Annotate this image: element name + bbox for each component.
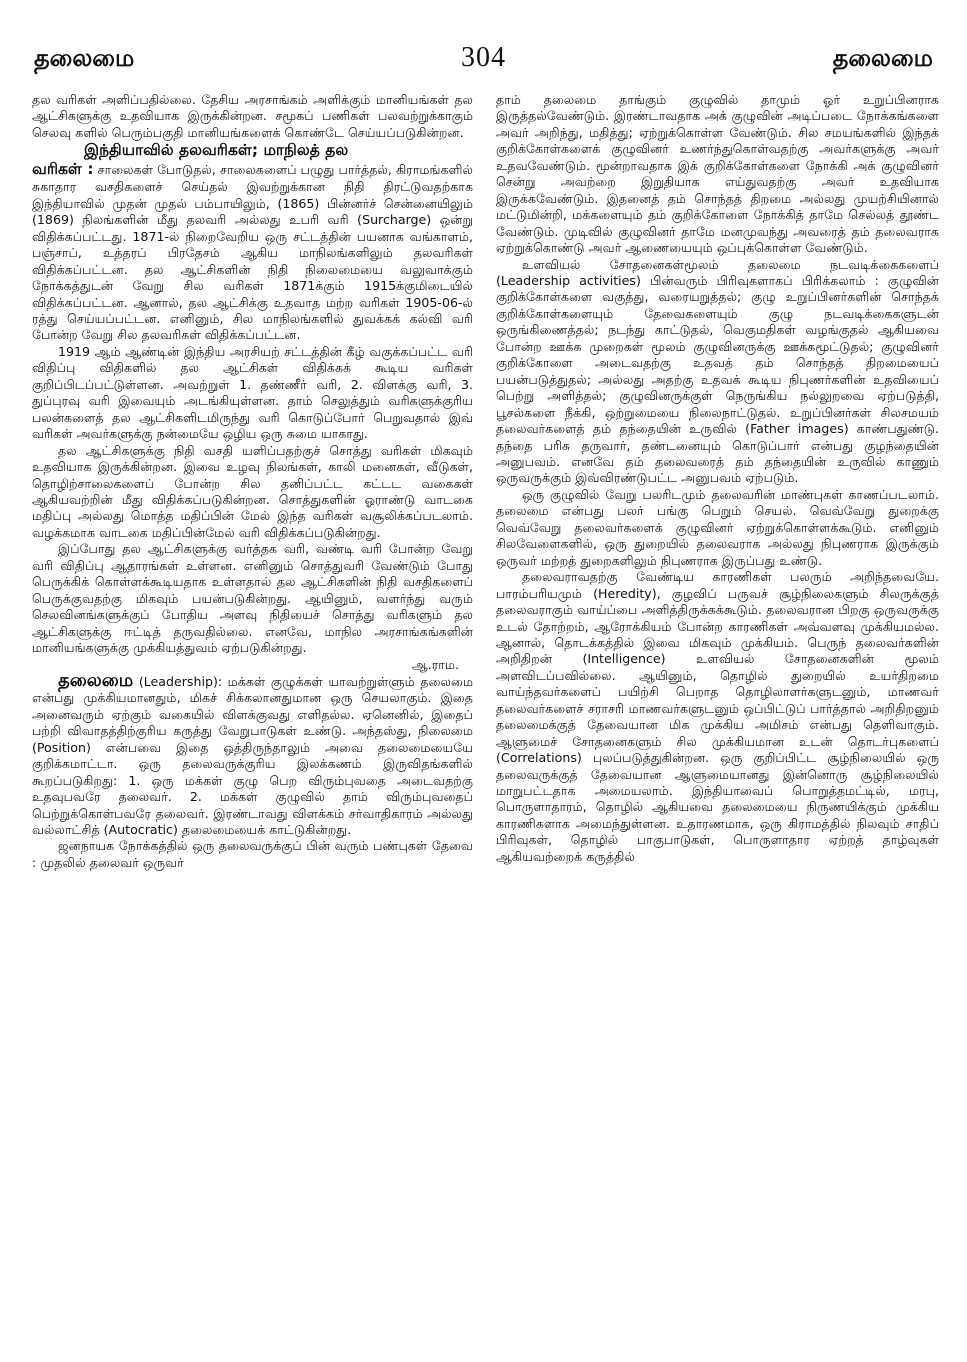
entry-title: தலைமை [58, 669, 134, 691]
author-initials: ஆ.ராம. [411, 656, 459, 672]
paragraph: தலைவராவதற்கு வேண்டிய காரணிகள் பலரும் அறிந்தவையே. பாரம்பரியமும் (Heredity), குழவிப் பருவச் சூழ்நிலைகளும் சிலருக்குத் தலைவராகும் வாய்ப்பை அளித்திருக்கக்கூடும். தலைவரான பிறகு ஒருவருக்கு உடல் தோற்றம், ஆரோக்கியம் போன்ற காரணிகள் அவ்வளவு முக்கியமல்ல. ஆனால், தொடக்கத்தில் இவை மிகவும் முக்கியம். பெருந் தலைவர்களின் அறிதிறன் (Intelligence) உளவியல் சோதனைகளின் மூலம் அளவிடப்பவில்லை. ஆயினும், தொழில் துறையில் உயர்திறமை வாய்ந்தவர்களைப் பயிற்சி பெறாத தொழிலாளர்களுடனும், மாணவர் தலைவர்களைச் சராசரி மாணவர்களுடனும் ஒப்பிட்டுப் பார்த்தால் அறிதிறனும் தலைமைக்குத் தேவையான மிக முக்கிய அமிசம் என்பது தெளிவாகும். ஆளுமைச் சோதனைகளும் சில முக்கியமான உடன் தொடர்புகளைப் (Correlations) புலப்படுத்துகின்றன. ஒரு குறிப்பிட்ட சூழ்நிலையில் ஒரு தலைவருக்குத் தேவையான ஆளுமையானது இன்னொரு சூழ்நிலையில் மாறுபட்டதாக அமையலாம். இந்தியாவைப் பொறுத்தமட்டில், மரபு, பொருளாதாரம், தொழில் ஆகியவை தலைமையை நிருணயிக்கும் முக்கிய காரணிகளாக அமைந்துள்ளன. உதாரணமாக, ஒரு கிராமத்தில் நிலவும் சாதிப் பிரிவுகள், தொழில் பாகுபாடுகள், பொருளாதார ஏற்றத் தாழ்வுகள் ஆகியவற்றைக் கருத்தில் [496, 569, 939, 864]
page-number: 304 [461, 42, 506, 73]
section-heading: இந்தியாவில் தலவரிகள்; மாநிலத் தல [84, 141, 349, 160]
paragraph: 1919 ஆம் ஆண்டின் இந்திய அரசியற் சட்டத்தின் கீழ் வகுக்கப்பட்ட வரி விதிப்பு விதிகளில் தல ஆட்சிகள் விதிக்கக் கூடிய வரிகள் குறிப்பிடப்பட்டுள்ளன. அவற்றுள் 1. தண்ணீர் வரி, 2. விளக்கு வரி, 3. துப்புரவு வரி இவையும் அடங்கியுள்ளன. தாம் செலுத்தும் வரிகளுக்குரிய பலன்களைத் தல ஆட்சிகளிடமிருந்து வரி கொடுப்போர் பெறுவதால் இவ் வரிகள் அவர்களுக்கு நன்மையே ஒழிய ஒரு சுமை யாகாது. [32, 343, 473, 442]
paragraph: தல ஆட்சிகளுக்கு நிதி வசதி யளிப்பதற்குச் சொத்து வரிகள் மிகவும் உதவியாக இருக்கின்றன. இவை உழவு நிலங்கள், காலி மனைகள், வீடுகள், தொழிற்சாலைகளைப் போன்ற சில தனிப்பட்ட கட்டட வகைகள் ஆகியவற்றின் மீது விதிக்கப்படுகின்றன. சொத்துகளின் ஓராண்டு வாடகை மதிப்பு அல்லது மொத்த மதிப்பின் மேல் இந்த வரிகள் வசூலிக்கப்படலாம். வழக்கமாக வாடகை மதிப்பின்மேல் வரி விதிக்கப்படுகின்றது. [32, 442, 473, 540]
paragraph: ஜனநாயக நோக்கத்தில் ஒரு தலைவருக்குப் பின் வரும் பண்புகள் தேவை : முதலில் தலைவர் ஒருவர் [32, 838, 473, 870]
paragraph: இப்போது தல ஆட்சிகளுக்கு வர்த்தக வரி, வண்டி வரி போன்ற வேறு வரி விதிப்பு ஆதாரங்கள் உள்ளன. எனினும் சொத்துவரி வேண்டும் போது பெருக்கிக் கொள்ளக்கூடியதாக உள்ளதால் தல ஆட்சிகளின் நிதி வசதிகளைப் பெருக்குவதற்கு மிகவும் பயன்படுகின்றது. ஆயினும், வளர்ந்து வரும் செலவினங்களுக்குப் போதிய அளவு நிதியைச் சொத்து வரிகளும் தல ஆட்சிகளுக்கு ஈட்டித் தருவதில்லை. எனவே, மாநில அரசாங்கங்களின் மானியங்களுக்கு முக்கியத்துவம் ஏற்படுகின்றது. [32, 541, 473, 656]
paragraph: தல வரிகள் அளிப்பதில்லை. தேசிய அரசாங்கம் அளிக்கும் மானியங்கள் தல ஆட்சிகளுக்கு உதவியாக இருக்கின்றன. சமூகப் பணிகள் பலவற்றுக்காகும் செலவு களில் பெரும்பகுதி மானியங்களைக் கொண்டே செய்யப்படுகின்றன. [32, 92, 473, 140]
paragraph: உளவியல் சோதனைகள்மூலம் தலைமை நடவடிக்கைகளைப் (Leadership activities) பின்வரும் பிரிவுகளாகப் பிரிக்கலாம் : குழுவின் குறிக்கோள்களை வகுத்து, வரையறுத்தல்; குழு உறுப்பினர்களின் சொந்தக் குறிக்கோள்களையும் தேவைகளையும் குழு நடவடிக்கைகளுடன் ஒருங்கிணைத்தல்; நடந்து காட்டுதல், வெகுமதிகள் வழங்குதல் ஆகியவை போன்ற ஊக்க முறைகள் மூலம் குழுவினருக்கு ஊக்கமூட்டுதல்; குழுவினர் குறிக்கோளை அடைவதற்கு உதவத் தம் சொந்தத் திறமையைப் பயன்படுத்துதல்; அல்லது அதற்கு உதவக் கூடிய நிபுணர்களின் உதவியைப் பெற்று அளித்தல்; குழுவினருக்குள் நெருங்கிய நல்லுறவை ஏற்படுத்தி, பூசல்களை நீக்கி, ஒற்றுமையை நிலைநாட்டுதல். உறுப்பினர்கள் சிலசமயம் தலைவர்களைத் தம் தந்தையின் உருவில் (Father images) காண்பதுண்டு. தந்தை பரிசு தருவார், தண்டனையும் கொடுப்பார் என்பது குழந்தையின் அனுபவம். எனவே தம் தலைவரைத் தம் தந்தையின் உருவில் காணும் ஒருவருக்கும் இவ்விரண்டுபட்ட அனுபவம் ஏற்படும். [496, 256, 939, 486]
paragraph: தாம் தலைமை தாங்கும் குழுவில் தாமும் ஓர் உறுப்பினராக இருத்தல்வேண்டும். இரண்டாவதாக அக் குழுவின் அடிப்படை நோக்கங்களை அவர் அறிந்து, மதித்து; ஏற்றுக்கொள்ள வேண்டும். சில சமயங்களில் இந்தக் குறிக்கோள்களைக் குழுவினர் உணர்ந்துகொள்வதற்கு அவர்களுக்கு அவர் உதவவேண்டும். மூன்றாவதாக இக் குறிக்கோள்களை நோக்கி அக் குழுவினர் சென்று அவற்றை இறுதியாக எய்துவதற்கு அவர் உதவியாக இருக்கவேண்டும். இதனைத் தம் சொந்தத் திறமை அல்லது முயற்சியினால் மட்டுமின்றி, மக்களையும் தம் குறிக்கோளை நோக்கித் தாமே செல்லத் தூண்ட வேண்டும். முடிவில் குழுவினர் தாமே மனமுவந்து அவரைத் தம் தலைவராக ஏற்றுக்கொண்டு அவர் ஆணையையும் ஒப்புக்கொள்ள வேண்டும். [496, 92, 939, 256]
right-column [496, 92, 939, 1354]
paragraph: ஒரு குழுவில் வேறு பலரிடமும் தலைவரின் மாண்புகள் காணப்படலாம். தலைமை என்பது பலர் பங்கு பெறும் செயல். வெவ்வேறு துறைக்கு வெவ்வேறு தலைவர்களைக் குழுவினர் ஏற்றுக்கொள்ளக்கூடும். எனினும் சிலவேளைகளில், ஒரு துறையில் தலைவராக அல்லது நிபுணராக இருக்கும் ஒருவர் மற்றத் துறைகளிலும் நிபுணராக இருப்பது உண்டு. [496, 486, 939, 568]
page-header [0, 40, 967, 80]
left-column [32, 92, 473, 1354]
running-head-right: தலைமை [832, 44, 933, 72]
paragraph-text: சாலைகள் போடுதல், சாலைகளைப் பழுது பார்த்தல், கிராமங்களில் சுகாதார வசதிகளைச் செய்தல் இவற்றுக்கான நிதி திரட்டுவதற்காக இந்தியாவில் முதன் முதல் பம்பாயிலும், (1865) பின்னர்ச் சென்னையிலும் (1869) நிலங்களின் மீது தலவரி அல்லது உபரி வரி (Surcharge) ஒன்று விதிக்கப்பட்டது. 1871-ல் நிறைவேறிய ஒரு சட்டத்தின் பயனாக வங்காளம், பஞ்சாப், உத்தரப் பிரதேசம் ஆகிய மாநிலங்களிலும் தலவரிகள் விதிக்கப்பட்டன. தல ஆட்சிகளின் நிதி நிலைமையை வலுவாக்கும் நோக்கத்துடன் வேறு சில வரிகள் 1871க்கும் 1915க்குமிடையில் விதிக்கப்பட்டன. ஆனால், தல ஆட்சிக்கு உதவாத மற்ற வரிகள் 1905-06-ல் ரத்து செய்யப்பட்டன. எனினும், சில மாநிலங்களில் துவக்கக் கல்வி வரி போன்ற வேறு சில தலவரிகள் விதிக்கப்பட்டன. [32, 162, 473, 343]
running-head-left: தலைமை [34, 44, 135, 72]
paragraph [32, 160, 473, 344]
section-heading-continued: வரிகள் : [32, 160, 94, 179]
entry-text: (Leadership): மக்கள் குழுக்கள் யாவற்றுள்ளும் தலைமை என்பது முக்கியமானதும், மிகச் சிக்கலானதுமான ஒரு செயலாகும். இதை அனைவரும் ஏற்கும் வகையில் விளக்குவது எளிதல்ல. ஏனெனில், இதைப் பற்றி விவாதத்திற்குரிய கருத்து வேறுபாடுகள் உண்டு. அந்தஸ்து, நிலைமை (Position) என்பவை இதை ஒத்திருந்தாலும் அவை தலைமையையே குறிக்கமாட்டா. ஒரு தலைவருக்குரிய இலக்கணம் இருவிதங்களில் கூறப்படுகிறது: 1. ஒரு மக்கள் குழு பெற விரும்புவதை அடைவதற்கு உதவுபவரே தலைவர். 2. மக்கள் குழுவில் தாம் விரும்புவதைப் பெற்றுக்கொள்பவரே தலைவர். இரண்டாவது விளக்கம் சர்வாதிகாரம் அல்லது வல்லாட்சித் (Autocratic) தலைமையைக் காட்டுகின்றது. [32, 673, 473, 838]
entry-paragraph [32, 669, 473, 839]
